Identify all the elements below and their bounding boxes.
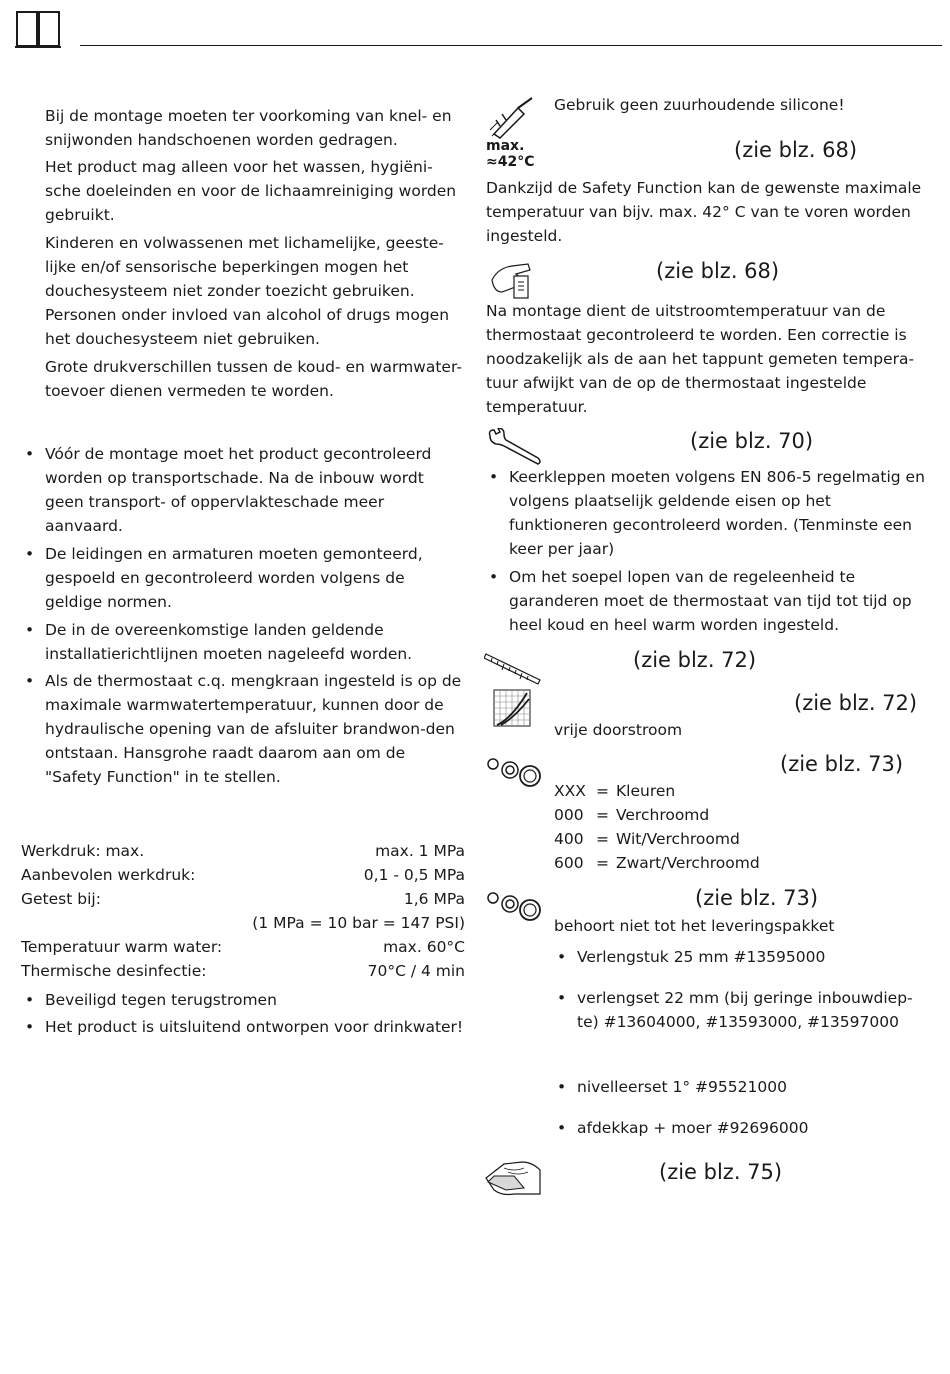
spec-value: 70°C / 4 min (367, 962, 465, 980)
max-label: max. (486, 138, 525, 154)
spec-row (21, 863, 465, 887)
color-name: Verchroomd (616, 806, 710, 824)
max-temp-icon (486, 138, 535, 170)
page-reference: (zie blz. 68) (734, 138, 858, 162)
spec-row (21, 911, 465, 935)
equals-sign: = (596, 830, 609, 848)
page-reference: (zie blz. 73) (695, 886, 819, 910)
page-reference: (zie blz. 75) (659, 1160, 783, 1184)
color-code: 400 (554, 830, 584, 848)
color-code: 000 (554, 806, 584, 824)
color-name: Zwart/Verchroomd (616, 854, 760, 872)
flow-chart-icon (493, 689, 531, 727)
color-code: XXX (554, 782, 586, 800)
intro-paragraph: Het product mag alleen voor het wassen, hygiëni-sche doeleinden en voor de lichaamreiniging worden gebruikt. (45, 158, 457, 224)
spec-label: Werkdruk: max. (21, 842, 145, 860)
spec-label: Temperatuur warm water: (21, 938, 223, 956)
spec-label: Thermische desinfectie: (21, 962, 207, 980)
page-reference: (zie blz. 72) (794, 691, 918, 715)
calibration-paragraph: Na montage dient de uitstroomtemperatuur van de thermostaat gecontroleerd te worden. Een correctie is noodzakelijk als de aan het tappunt gemeten tempera-tuur afwijkt van de op de thermostaat ingestelde temperatuur. (486, 302, 915, 416)
ruler-icon (484, 648, 542, 686)
spec-row (21, 935, 465, 959)
page-reference: (zie blz. 72) (633, 648, 757, 672)
list-item: • Beveiligd tegen terugstromen (45, 988, 465, 1012)
fittings-icon (486, 888, 542, 924)
list-item: • Om het soepel lopen van de regeleenheid te garanderen moet de thermostaat van tijd tot tijd op heel koud en heel warm worden ingesteld. (509, 565, 929, 637)
page-reference: (zie blz. 73) (780, 752, 904, 776)
spec-value: 0,1 - 0,5 MPa (363, 866, 465, 884)
equals-sign: = (596, 854, 609, 872)
list-item: • Verlengstuk 25 mm #13595000 (577, 945, 927, 969)
list-item: • Vóór de montage moet het product gecontroleerd worden op transportschade. Na de inbouw wordt geen transport- of oppervlakteschade meer aanvaard. (45, 442, 465, 538)
spec-label: Getest bij: (21, 890, 101, 908)
thermometer-hand-icon (488, 258, 536, 302)
intro-paragraph: Grote drukverschillen tussen de koud- en warmwater-toevoer dienen vermeden te worden. (45, 358, 462, 400)
list-item: • nivelleerset 1° #95521000 (577, 1075, 927, 1099)
spec-row (21, 959, 465, 983)
spec-value: max. 1 MPa (375, 842, 465, 860)
page-reference: (zie blz. 68) (656, 259, 780, 283)
list-item: • De leidingen en armaturen moeten gemonteerd, gespoeld en gecontroleerd worden volgens de geldige normen. (45, 542, 465, 614)
color-name: Wit/Verchroomd (616, 830, 740, 848)
spec-row (21, 839, 465, 863)
spec-value: (1 MPa = 10 bar = 147 PSI) (252, 914, 465, 932)
color-name: Kleuren (616, 782, 676, 800)
spec-value: max. 60°C (383, 938, 465, 956)
list-item: • Als de thermostaat c.q. mengkraan ingesteld is op de maximale warmwatertemperatuur, kunnen door de hydraulische opening van de afsluiter brandwon-den ontstaan. Hansgrohe raadt daarom aan om de "Safety Function" in te stellen. (45, 669, 465, 789)
safety-paragraph: Dankzijd de Safety Function kan de gewenste maximale temperatuur van bijv. max. 42° C van te voren worden ingesteld. (486, 179, 922, 245)
intro-paragraph: Bij de montage moeten ter voorkoming van knel- en snijwonden handschoenen worden gedragen. (45, 107, 452, 149)
page-reference: (zie blz. 70) (690, 429, 814, 453)
intro-paragraph: Kinderen en volwassenen met lichamelijke, geeste-lijke en/of sensorische beperkingen mogen het douchesysteem niet zonder toezicht gebruiken. Personen onder invloed van alcohol of drugs mogen het douchesysteem niet gebruiken. (45, 234, 450, 348)
equals-sign: = (596, 782, 609, 800)
max-temp-value: ≈42°C (486, 154, 535, 170)
cleaning-cloth-icon (484, 1158, 542, 1198)
equals-sign: = (596, 806, 609, 824)
list-item: • verlengset 22 mm (bij geringe inbouwdiep-te) #13604000, #13593000, #13597000 (577, 986, 927, 1034)
spec-row (21, 887, 465, 911)
list-item: • Keerkleppen moeten volgens EN 806-5 regelmatig en volgens plaatselijk geldende eisen op het funktioneren gecontroleerd worden. (Tenminste een keer per jaar) (509, 465, 929, 561)
list-item: • Het product is uitsluitend ontworpen voor drinkwater! (45, 1015, 470, 1039)
fittings-icon (486, 754, 542, 790)
flow-label: vrije doorstroom (554, 721, 683, 739)
silicone-gun-icon (488, 96, 536, 140)
spec-value: 1,6 MPa (403, 890, 465, 908)
wrench-icon (486, 428, 542, 468)
list-item: • De in de overeenkomstige landen geldende installatierichtlijnen moeten nageleefd worden. (45, 618, 465, 666)
header-rule (80, 45, 942, 46)
silicone-note: Gebruik geen zuurhoudende silicone! (554, 96, 845, 114)
list-item: • afdekkap + moer #92696000 (577, 1116, 927, 1140)
color-code: 600 (554, 854, 584, 872)
book-icon (14, 9, 62, 49)
spec-label: Aanbevolen werkdruk: (21, 866, 196, 884)
accessories-intro: behoort niet tot het leveringspakket (554, 917, 835, 935)
